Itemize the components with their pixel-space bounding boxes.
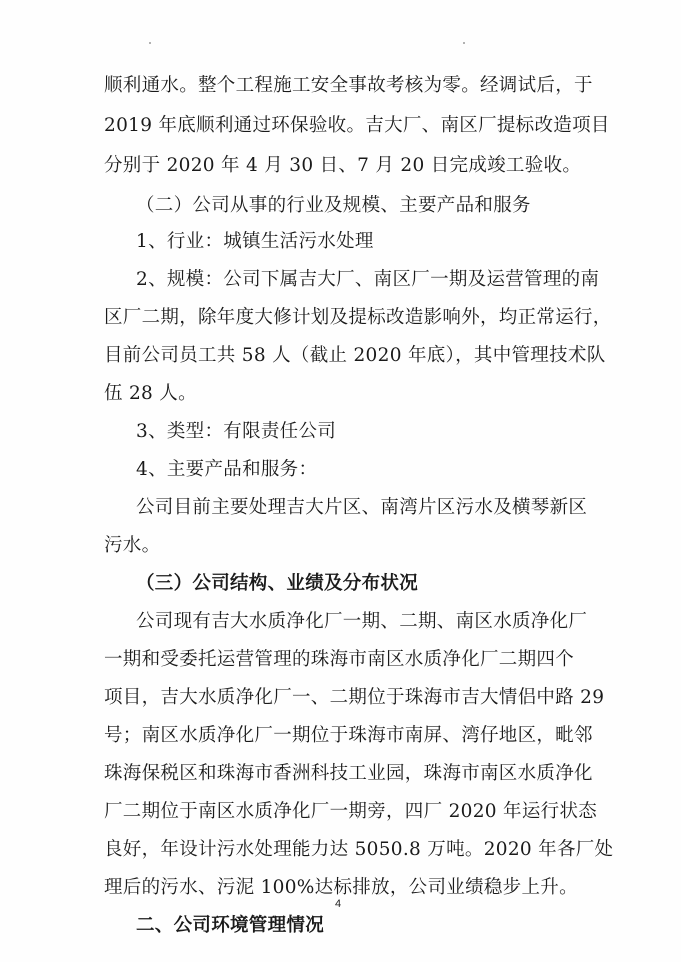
paragraph-line: 2019 年底顺利通过环保验收。吉大厂、南区厂提标改造项目: [104, 115, 610, 136]
scan-speck: [149, 42, 151, 44]
paragraph-line: 良好，年设计污水处理能力达 5050.8 万吨。2020 年各厂处: [104, 839, 614, 860]
list-item-products: 4、主要产品和服务：: [136, 459, 318, 480]
chapter-heading: 二、公司环境管理情况: [136, 915, 325, 936]
section-heading-bold: （三）公司结构、业绩及分布状况: [136, 573, 419, 594]
list-item-type: 3、类型：有限责任公司: [136, 421, 337, 442]
paragraph-line: 区厂二期，除年度大修计划及提标改造影响外，均正常运行，: [104, 307, 612, 328]
paragraph-line: 伍 28 人。: [104, 383, 197, 404]
paragraph-line: 公司目前主要处理吉大片区、南湾片区污水及横琴新区: [136, 497, 588, 518]
paragraph-line: 一期和受委托运营管理的珠海市南区水质净化厂二期四个: [104, 649, 575, 670]
paragraph-line: 珠海保税区和珠海市香洲科技工业园，珠海市南区水质净化: [104, 763, 593, 784]
paragraph-line: 公司现有吉大水质净化厂一期、二期、南区水质净化厂: [136, 611, 588, 632]
paragraph-line: 顺利通水。整个工程施工安全事故考核为零。经调试后，于: [104, 75, 593, 96]
paragraph-line: 污水。: [104, 535, 161, 556]
list-item-industry: 1、行业：城镇生活污水处理: [136, 231, 374, 252]
paragraph-line: 厂二期位于南区水质净化厂一期旁，四厂 2020 年运行状态: [104, 801, 598, 822]
paragraph-line: 理后的污水、污泥 100%达标排放，公司业绩稳步上升。: [104, 877, 578, 898]
paragraph-line: 项目，吉大水质净化厂一、二期位于珠海市吉大情侣中路 29: [104, 687, 605, 708]
scan-speck: [463, 42, 465, 44]
paragraph-line: 分别于 2020 年 4 月 30 日、7 月 20 日完成竣工验收。: [104, 155, 582, 176]
section-heading: （二）公司从事的行业及规模、主要产品和服务: [136, 195, 531, 216]
paragraph-line: 号；南区水质净化厂一期位于珠海市南屏、湾仔地区，毗邻: [104, 725, 593, 746]
paragraph-line: 目前公司员工共 58 人（截止 2020 年底），其中管理技术队: [104, 345, 606, 366]
page-number: 4: [335, 898, 342, 910]
list-item-scale: 2、规模：公司下属吉大厂、南区厂一期及运营管理的南: [136, 269, 600, 290]
